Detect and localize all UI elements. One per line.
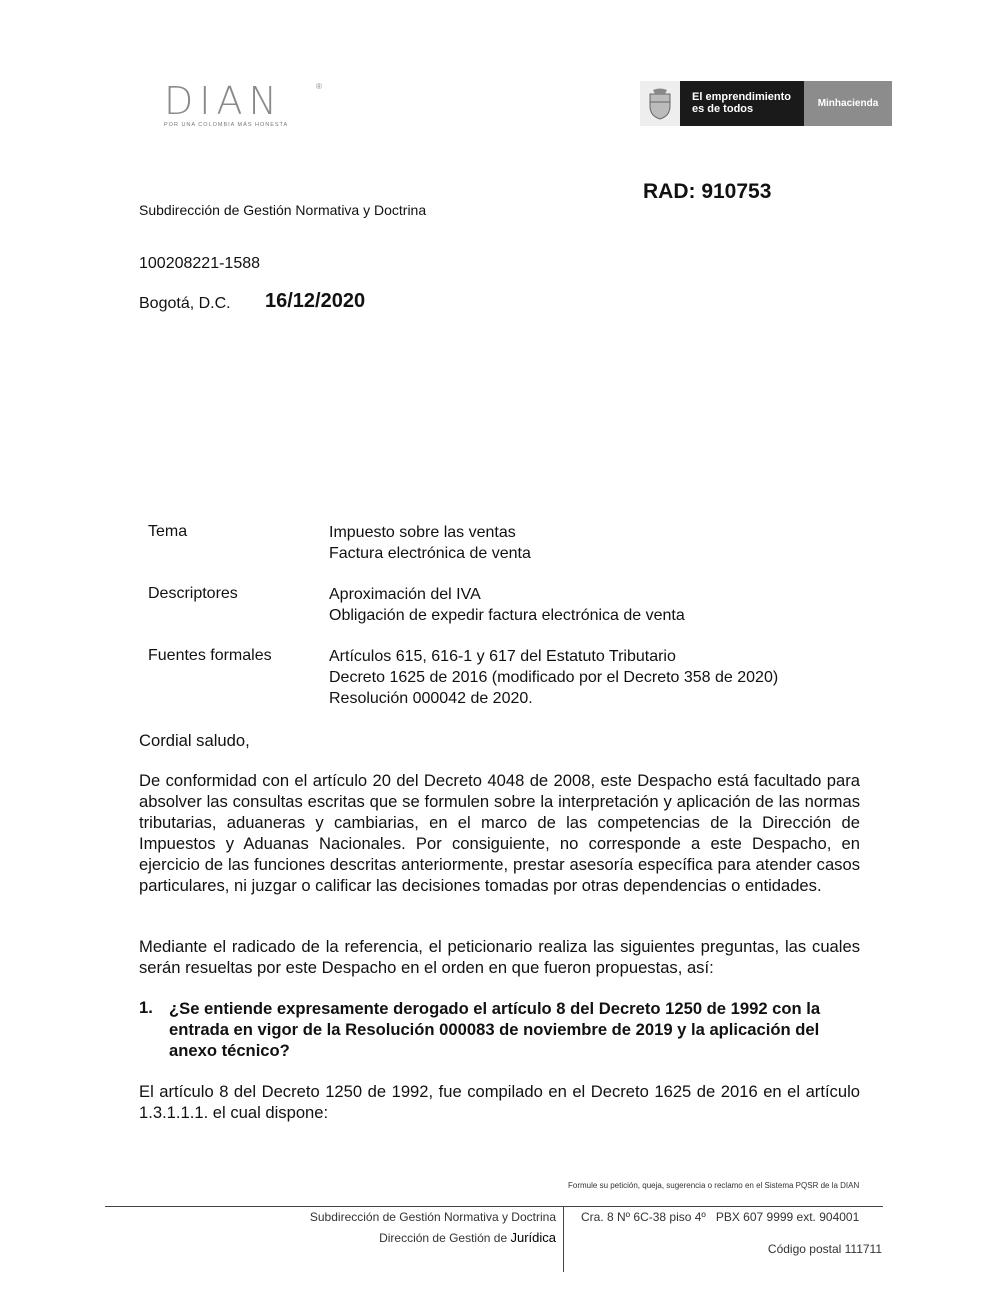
registered-mark-icon: ® [316,82,322,91]
meta-label-tema: Tema [148,523,188,540]
meta-value-descriptores [329,584,685,626]
dian-logo-wordmark: DIAN [164,79,283,123]
meta-line: Artículos 615, 616-1 y 617 del Estatuto Tributario [329,648,676,665]
paragraph-3: El artículo 8 del Decreto 1250 de 1992, fue compilado en el Decreto 1625 de 2016 en el artículo 1.3.1.1.1. el cual dispone: [139,1082,860,1122]
coat-of-arms-icon [640,81,680,126]
meta-value-fuentes [329,646,778,709]
gov-slogan [680,81,804,126]
government-logo [640,81,892,126]
ministry-label: Minhacienda [804,81,892,126]
meta-label-descriptores: Descriptores [148,585,238,602]
footer-column-divider [563,1206,564,1272]
meta-line: Factura electrónica de venta [329,545,531,562]
footer-direction-strong: Jurídica [510,1230,556,1245]
meta-line: Aproximación del IVA [329,586,481,603]
meta-line: Resolución 000042 de 2020. [329,690,533,707]
pqsr-notice: Formule su petición, queja, sugerencia o reclamo en el Sistema PQSR de la DIAN [568,1181,860,1190]
footer-address: Cra. 8 Nº 6C-38 piso 4º PBX 607 9999 ext. 904001 [581,1210,860,1224]
meta-line: Obligación de expedir factura electrónica de venta [329,607,685,624]
rad-number: RAD: 910753 [643,180,772,203]
dian-tagline: POR UNA COLOMBIA MÁS HONESTA [164,122,289,128]
office-name: Subdirección de Gestión Normativa y Doctrina [139,202,427,218]
paragraph-1: De conformidad con el artículo 20 del Decreto 4048 de 2008, este Despacho está facultado para absolver las consultas escritas que se formulen sobre la interpretación y aplicación de las normas tributarias, aduaneras y cambiarias, en el marco de las competencias de la Dirección de Impuestos y Aduanas Nacionales. Por consiguiente, no corresponde a este Despacho, en ejercicio de las funciones descritas anteriormente, prestar asesoría específica para atender casos particulares, ni juzgar o calificar las decisiones tomadas por otras dependencias o entidades. [139,771,860,895]
footer-divider [105,1206,883,1207]
meta-line: Decreto 1625 de 2016 (modificado por el Decreto 358 de 2020) [329,669,779,686]
question-text: ¿Se entiende expresamente derogado el artículo 8 del Decreto 1250 de 1992 con la entrada en vigor de la Resolución 000083 de noviembre de 2019 y la aplicación del anexo técnico? [169,999,821,1060]
meta-value-tema [329,522,531,564]
gov-slogan-line2: es de todos [692,103,754,115]
date: 16/12/2020 [265,290,366,312]
place: Bogotá, D.C. [139,295,231,312]
dian-logo [164,79,324,130]
meta-label-fuentes: Fuentes formales [148,647,272,664]
paragraph-2: Mediante el radicado de la referencia, el peticionario realiza las siguientes preguntas, las cuales serán resueltas por este Despacho en el orden en que fueron propuestas, así: [139,937,860,977]
footer-direction [379,1230,556,1245]
footer-direction-prefix: Dirección de Gestión de [379,1231,511,1245]
greeting: Cordial saludo, [139,731,250,750]
reference-number: 100208221-1588 [139,255,261,272]
meta-line: Impuesto sobre las ventas [329,524,516,541]
footer-office: Subdirección de Gestión Normativa y Doctrina [309,1210,556,1224]
gov-slogan-line1: El emprendimiento [692,91,792,103]
question-number: 1. [139,998,153,1017]
footer-postal-code: Código postal 111711 [767,1242,882,1256]
